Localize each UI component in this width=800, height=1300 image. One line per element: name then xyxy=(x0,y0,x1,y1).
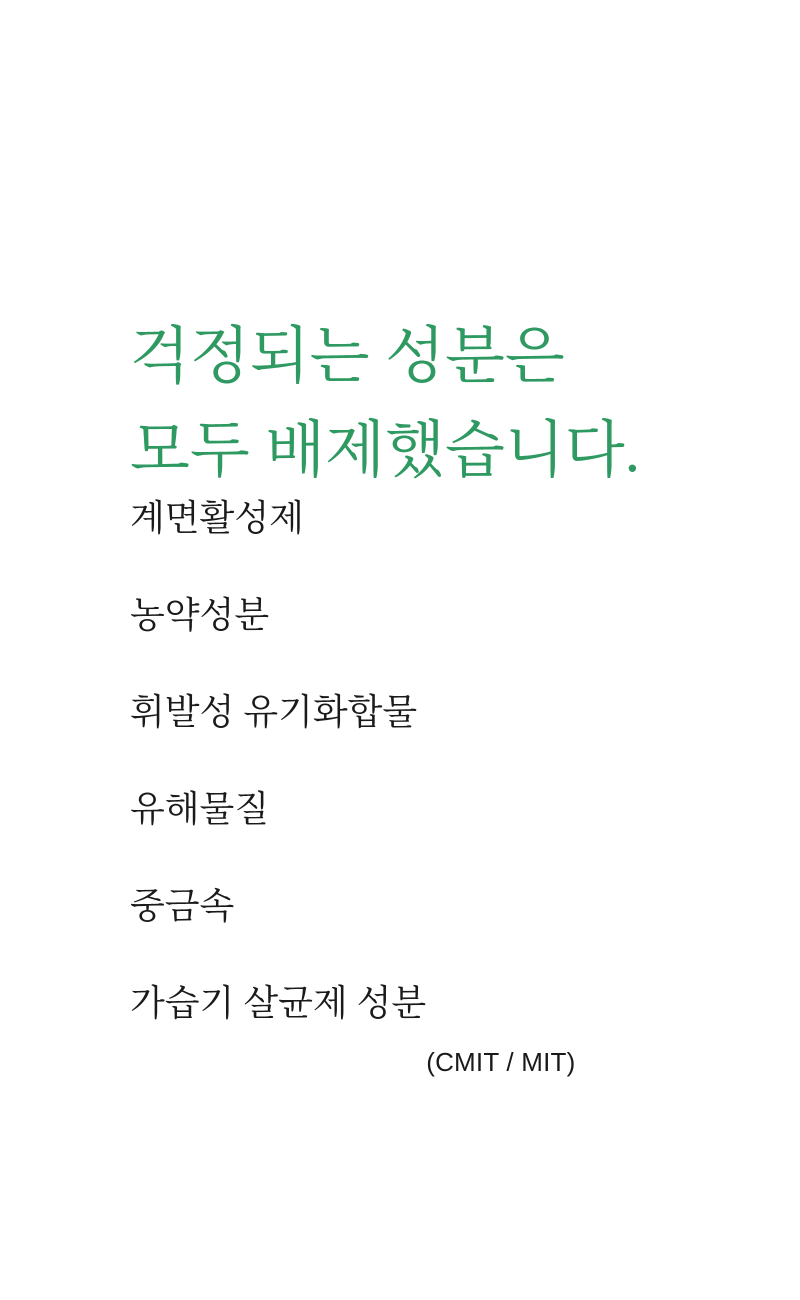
list-item xyxy=(130,597,730,694)
page-title-line-2: 모두 배제했습니다. xyxy=(130,416,641,485)
list-item xyxy=(130,694,730,791)
list-item-label: 가습기 살균제 성분 xyxy=(130,983,427,1023)
list-item xyxy=(130,888,730,985)
list-item-label: 휘발성 유기화합물 xyxy=(130,692,418,732)
list-item xyxy=(130,500,730,597)
excluded-ingredients-list xyxy=(130,500,730,1082)
list-item-label: 유해물질 xyxy=(130,789,270,829)
page-title xyxy=(130,310,640,498)
list-item xyxy=(130,985,730,1082)
list-item-suffix: (CMIT / MIT) xyxy=(426,1046,576,1077)
list-item-label: 중금속 xyxy=(130,886,235,926)
list-item xyxy=(130,791,730,888)
list-item-label: 계면활성제 xyxy=(130,498,304,538)
list-item-label: 농약성분 xyxy=(130,595,270,635)
page-title-line-1: 걱정되는 성분은 xyxy=(130,322,565,391)
